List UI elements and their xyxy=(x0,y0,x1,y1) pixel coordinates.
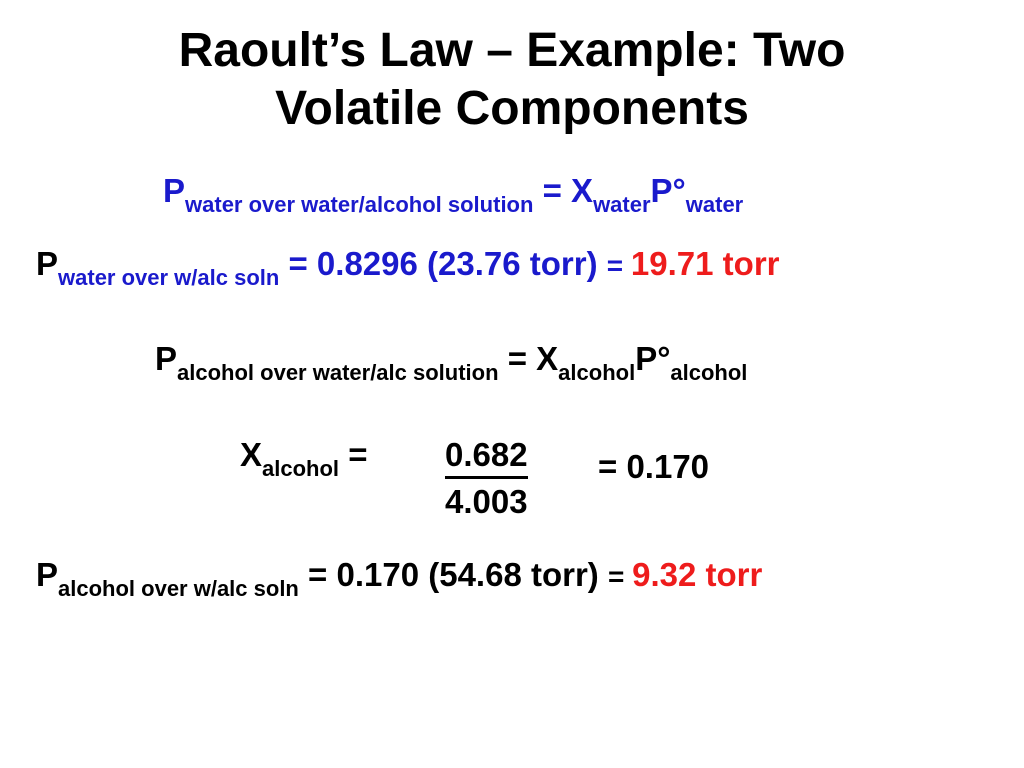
eq1-p-subscript: water over water/alcohol solution xyxy=(185,192,534,217)
eq1-x-subscript: water xyxy=(593,192,651,217)
eq2-p-subscript: water over w/alc soln xyxy=(58,265,280,290)
eq2-result: 19.71 torr xyxy=(630,245,780,282)
eq5-rhs: = 0.170 (54.68 torr) xyxy=(298,556,608,593)
eq2-rhs: = 0.8296 (23.76 torr) xyxy=(279,245,607,282)
mole-fraction-result: = 0.170 xyxy=(598,448,710,485)
eq4-x: X xyxy=(240,436,263,473)
eq3-p0: P° xyxy=(635,340,671,377)
eq4-equals: = xyxy=(339,436,368,473)
equation-water-calculation xyxy=(36,245,780,290)
fraction xyxy=(445,436,528,521)
eq1-p: P xyxy=(163,172,186,209)
eq5-p: P xyxy=(36,556,59,593)
eq2-p: P xyxy=(36,245,59,282)
eq2-equals: = xyxy=(606,250,631,281)
eq5-equals: = xyxy=(607,561,633,592)
fraction-denominator: 4.003 xyxy=(445,483,528,520)
eq3-p-subscript: alcohol over water/alc solution xyxy=(177,360,499,385)
equation-alcohol-calculation xyxy=(36,556,763,601)
equation-mole-fraction-label xyxy=(240,436,368,481)
eq1-x: X xyxy=(571,172,594,209)
equation-water-general xyxy=(163,172,744,217)
eq4-x-subscript: alcohol xyxy=(262,456,340,481)
eq3-x-subscript: alcohol xyxy=(558,360,636,385)
fraction-numerator: 0.682 xyxy=(445,436,528,479)
eq3-p: P xyxy=(155,340,178,377)
eq1-p0: P° xyxy=(650,172,686,209)
title-line-1: Raoult’s Law – Example: Two xyxy=(178,24,846,77)
title-line-2: Volatile Components xyxy=(275,82,749,135)
eq3-p0-subscript: alcohol xyxy=(670,360,748,385)
eq1-p0-subscript: water xyxy=(685,192,744,217)
eq5-result: 9.32 torr xyxy=(632,556,763,593)
eq1-equals: = xyxy=(533,172,572,209)
slide-title xyxy=(0,22,1024,138)
eq5-p-subscript: alcohol over w/alc soln xyxy=(58,576,299,601)
equation-alcohol-general xyxy=(155,340,748,385)
eq3-x: X xyxy=(536,340,559,377)
eq3-equals: = xyxy=(498,340,537,377)
